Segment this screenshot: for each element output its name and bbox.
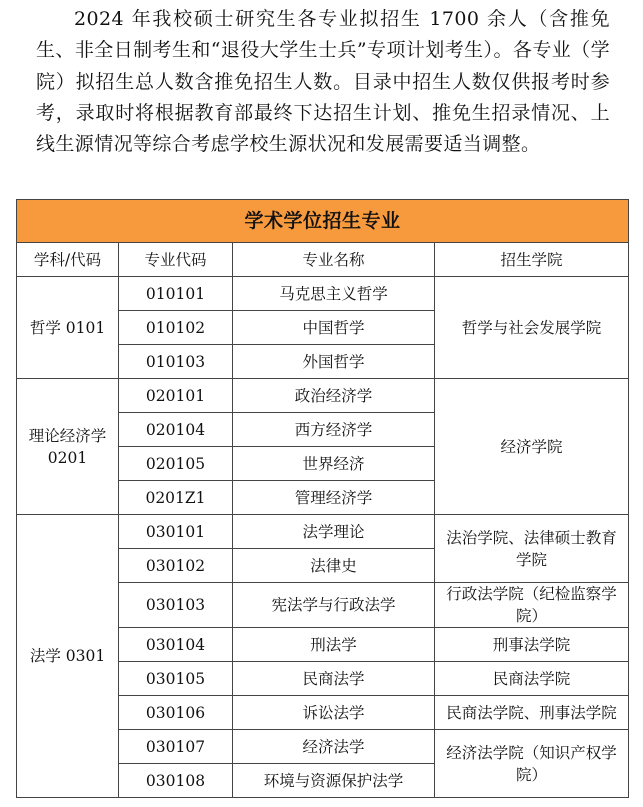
table-header-row xyxy=(17,243,629,277)
major-name: 刑法学 xyxy=(233,628,435,662)
discipline-name-line2: 0201 xyxy=(47,448,88,467)
college-cell: 法治学院、法律硕士教育学院 xyxy=(435,515,629,583)
major-name: 法学理论 xyxy=(233,515,435,549)
major-code: 010102 xyxy=(119,311,233,345)
major-name: 诉讼法学 xyxy=(233,696,435,730)
major-code: 030103 xyxy=(119,583,233,628)
discipline-cell xyxy=(17,379,119,515)
major-name: 中国哲学 xyxy=(233,311,435,345)
major-name: 外国哲学 xyxy=(233,345,435,379)
table-row xyxy=(17,515,629,549)
major-code: 030101 xyxy=(119,515,233,549)
major-code: 010103 xyxy=(119,345,233,379)
college-cell: 民商法学院、刑事法学院 xyxy=(435,696,629,730)
header-college: 招生学院 xyxy=(435,243,629,277)
major-code: 030105 xyxy=(119,662,233,696)
major-name: 经济法学 xyxy=(233,730,435,764)
discipline-cell: 哲学 0101 xyxy=(17,277,119,379)
major-name: 马克思主义哲学 xyxy=(233,277,435,311)
major-name: 西方经济学 xyxy=(233,413,435,447)
table-row xyxy=(17,277,629,311)
header-major-code: 专业代码 xyxy=(119,243,233,277)
college-cell: 民商法学院 xyxy=(435,662,629,696)
college-cell: 行政法学院（纪检监察学院） xyxy=(435,583,629,628)
intro-paragraph: 2024 年我校硕士研究生各专业拟招生 1700 余人（含推免生、非全日制考生和“退役大学生士兵”专项计划考生）。各专业（学院）拟招生总人数含推免招生人数。目录中招生人数仅供报考时参考，录取时将根据教育部最终下达招生计划、推免生招录情况、上线生源情况等综合考虑学校生源状况和发展需要适当调整。 xyxy=(36,8,610,156)
major-name: 政治经济学 xyxy=(233,379,435,413)
college-cell: 哲学与社会发展学院 xyxy=(435,277,629,379)
major-code: 020101 xyxy=(119,379,233,413)
major-name: 管理经济学 xyxy=(233,481,435,515)
major-code: 030106 xyxy=(119,696,233,730)
major-name: 民商法学 xyxy=(233,662,435,696)
major-code: 030104 xyxy=(119,628,233,662)
academic-majors-table xyxy=(16,199,629,798)
college-cell: 刑事法学院 xyxy=(435,628,629,662)
major-code: 0201Z1 xyxy=(119,481,233,515)
college-cell: 经济法学院（知识产权学院） xyxy=(435,730,629,798)
discipline-name-line1: 理论经济学 xyxy=(28,426,107,445)
table-row xyxy=(17,379,629,413)
major-name: 环境与资源保护法学 xyxy=(233,764,435,798)
major-code: 030108 xyxy=(119,764,233,798)
major-name: 宪法学与行政法学 xyxy=(233,583,435,628)
major-name: 法律史 xyxy=(233,549,435,583)
major-code: 030102 xyxy=(119,549,233,583)
major-code: 010101 xyxy=(119,277,233,311)
college-cell: 经济学院 xyxy=(435,379,629,515)
major-code: 020105 xyxy=(119,447,233,481)
table-title: 学术学位招生专业 xyxy=(17,200,629,243)
header-discipline: 学科/代码 xyxy=(17,243,119,277)
major-name: 世界经济 xyxy=(233,447,435,481)
major-code: 030107 xyxy=(119,730,233,764)
major-code: 020104 xyxy=(119,413,233,447)
header-major-name: 专业名称 xyxy=(233,243,435,277)
discipline-cell: 法学 0301 xyxy=(17,515,119,798)
